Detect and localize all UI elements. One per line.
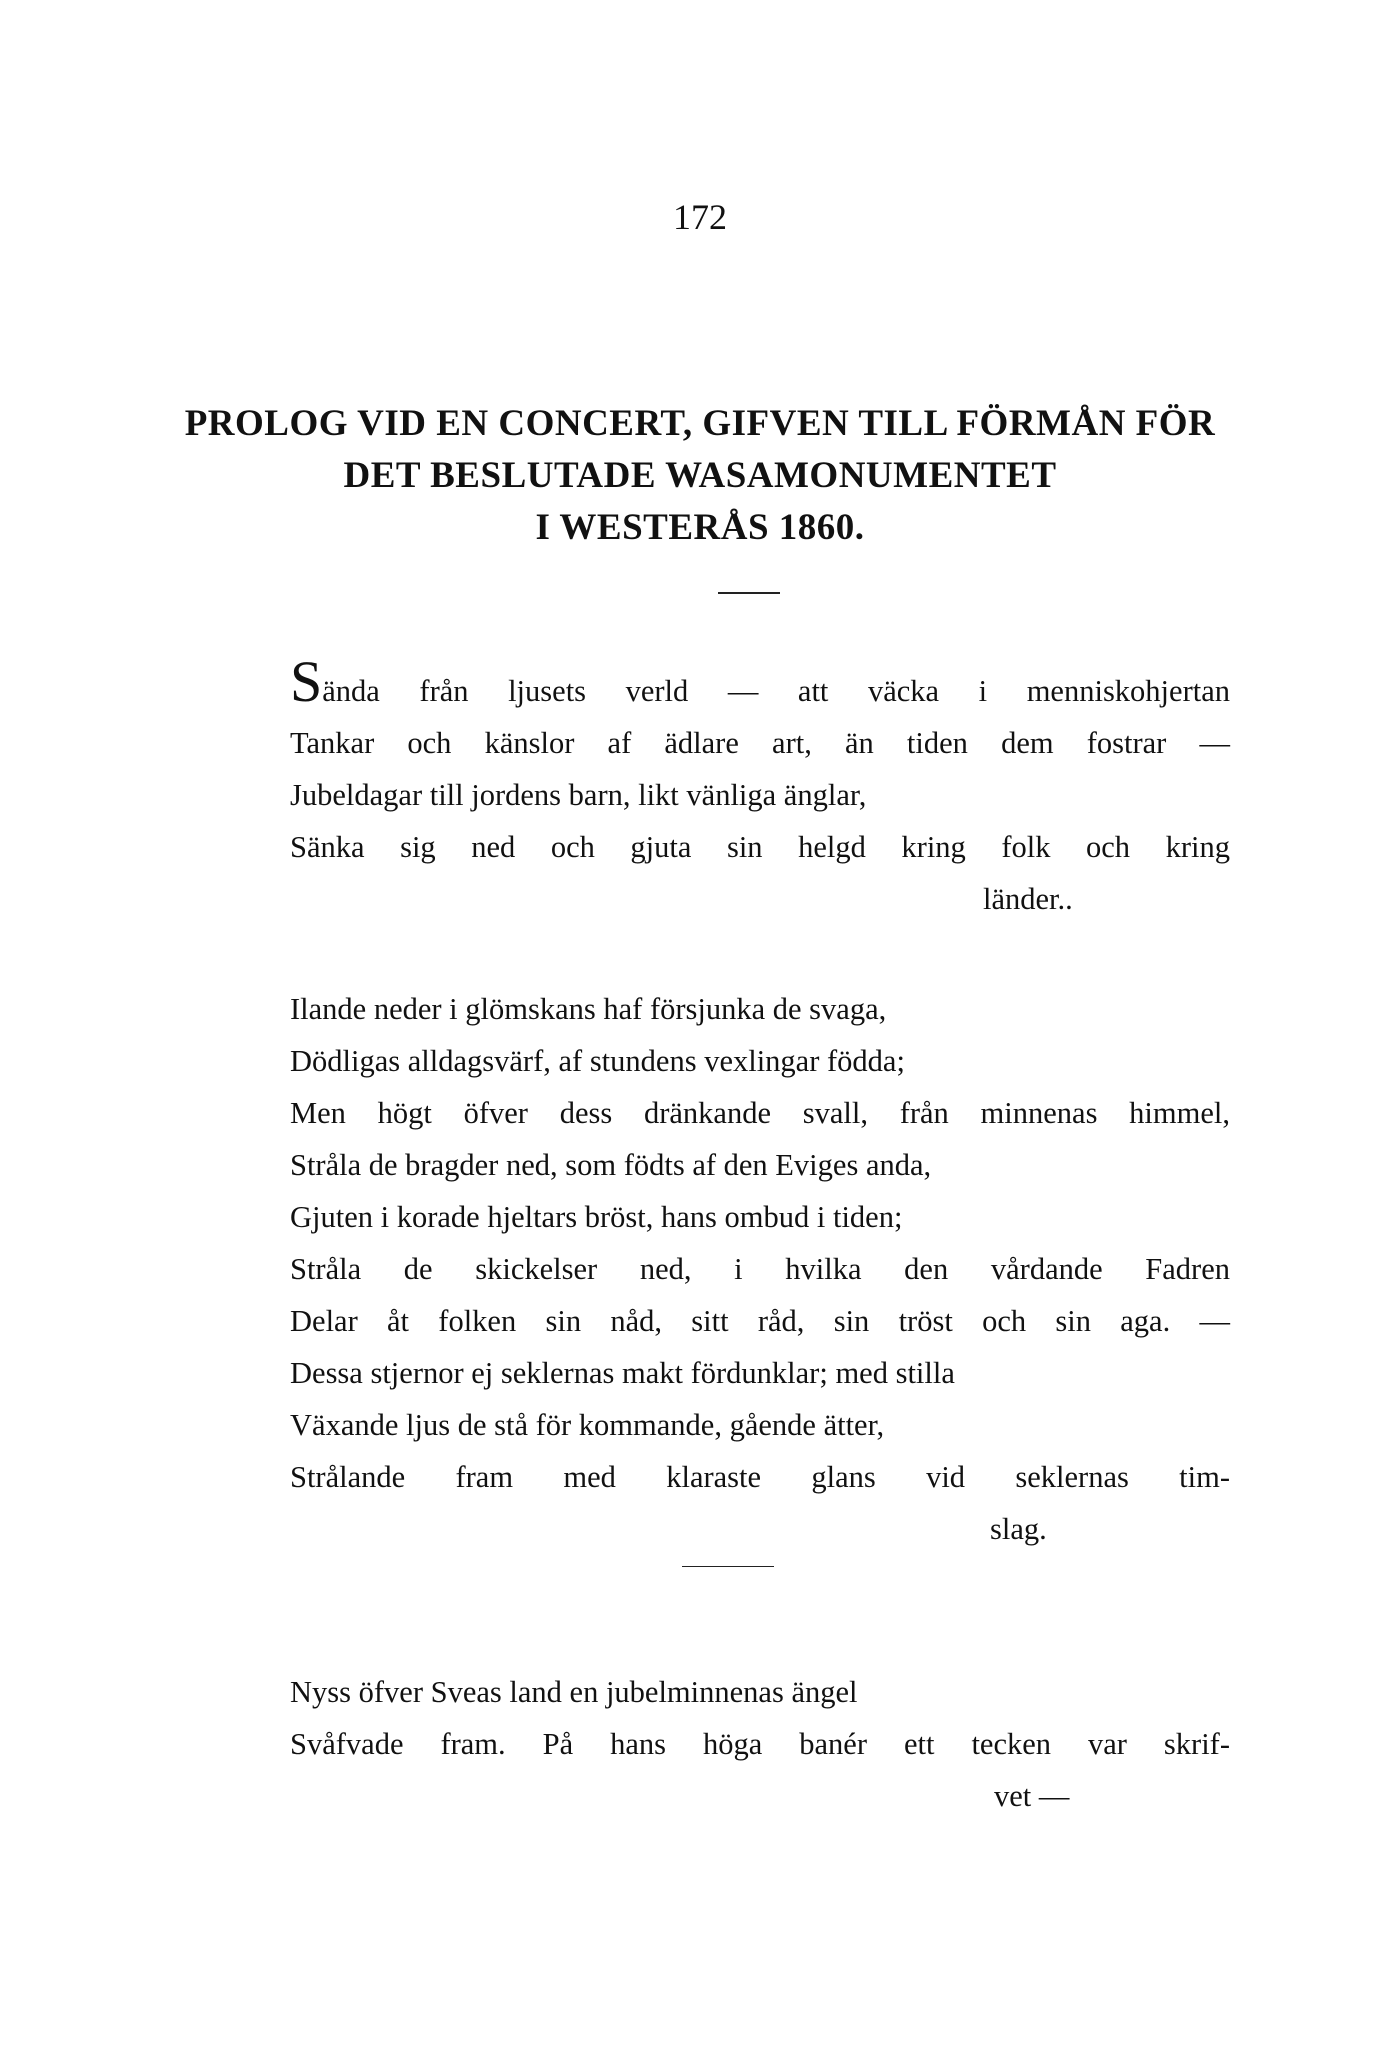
verse-line: Men högt öfver dess dränkande svall, från minnenas himmel,: [290, 1096, 1230, 1130]
title-line: DET BESLUTADE WASAMONUMENTET: [343, 455, 1057, 496]
page-number: 172: [673, 197, 727, 237]
title-divider: [718, 592, 780, 594]
verse-line: Sänka sig ned och gjuta sin helgd kring folk och kring: [290, 830, 1230, 864]
section-divider: [682, 1566, 774, 1567]
page-title: [0, 398, 1400, 554]
verse-line: Delar åt folken sin nåd, sitt råd, sin tröst och sin aga. —: [290, 1304, 1230, 1338]
verse-line: Jubeldagar till jordens barn, likt vänliga änglar,: [290, 778, 867, 812]
verse-line: Stråla de skickelser ned, i hvilka den vårdande Fadren: [290, 1252, 1230, 1286]
verse-line: Svåfvade fram. På hans höga banér ett tecken var skrif-: [290, 1727, 1230, 1761]
verse-continuation: slag.: [990, 1512, 1047, 1546]
verse-line: Ilande neder i glömskans haf försjunka de svaga,: [290, 992, 887, 1026]
verse-line: Sända från ljusets verld — att väcka i menniskohjertan: [290, 649, 1230, 714]
verse-continuation: länder..: [983, 882, 1073, 916]
verse-continuation: vet —: [994, 1779, 1070, 1813]
title-line: PROLOG VID EN CONCERT, GIFVEN TILL FÖRMÅN FÖR: [184, 403, 1216, 444]
verse-line: Nyss öfver Sveas land en jubelminnenas ängel: [290, 1675, 858, 1709]
verse-line: Tankar och känslor af ädlare art, än tiden dem fostrar —: [290, 726, 1230, 760]
verse-line: Växande ljus de stå för kommande, gående ätter,: [290, 1408, 885, 1442]
stanza-2: [290, 983, 1230, 1555]
stanza-3: [290, 1666, 1230, 1822]
title-line: I WESTERÅS 1860.: [535, 507, 865, 548]
verse-line: Stråla de bragder ned, som födts af den Eviges anda,: [290, 1148, 932, 1182]
verse-line: Gjuten i korade hjeltars bröst, hans ombud i tiden;: [290, 1200, 903, 1234]
stanza-1: [290, 649, 1230, 925]
verse-line: Dödligas alldagsvärf, af stundens vexlingar födda;: [290, 1044, 905, 1078]
verse-line: Strålande fram med klaraste glans vid seklernas tim-: [290, 1460, 1230, 1494]
verse-line: Dessa stjernor ej seklernas makt fördunklar; med stilla: [290, 1356, 955, 1390]
